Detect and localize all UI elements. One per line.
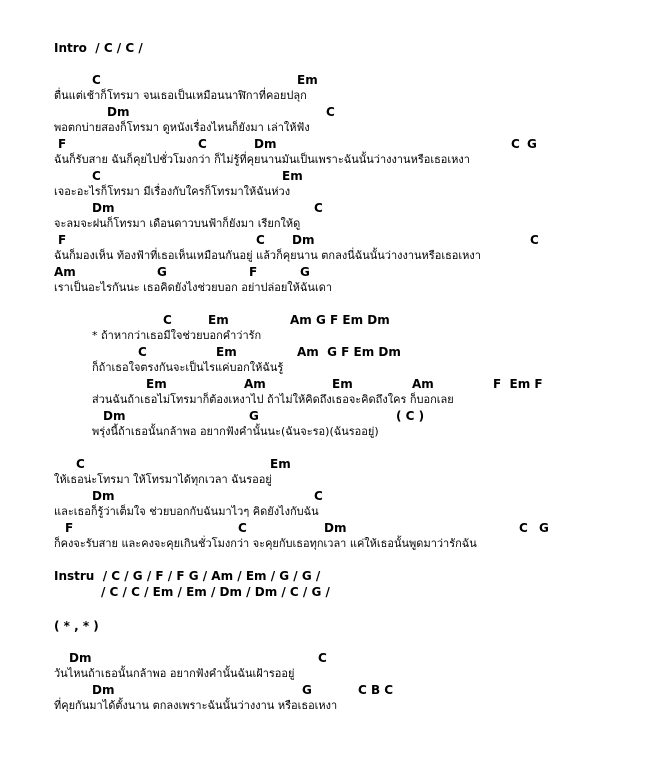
chord-symbol: C B C — [358, 683, 394, 697]
lyric-line: เจอะอะไรก็โทรมา มีเรื่องกับใครก็โทรมาให้ฉันห่วง — [54, 185, 291, 198]
chord-symbol: Em — [297, 73, 318, 87]
chord-symbol: F — [65, 521, 74, 535]
chord-symbol: Am G F Em Dm — [297, 345, 401, 359]
chord-symbol: Em — [208, 313, 229, 327]
chord-symbol: C — [138, 345, 147, 359]
chord-symbol: C — [76, 457, 85, 471]
lyric-line: พอตกบ่ายสองก็โทรมา ดูหนังเรื่องไหนก็ยังมา เล่าให้ฟัง — [54, 121, 310, 134]
chord-symbol: C — [314, 201, 323, 215]
lyric-line: จะลมจะฝนก็โทรมา เดือนดาวบนฟ้าก็ยังมา เรียกให้ดู — [54, 217, 301, 230]
chord-symbol: C — [318, 651, 327, 665]
chord-symbol: C — [314, 489, 323, 503]
lyric-line: ก็ถ้าเธอใจตรงกันจะเป็นไรแค่บอกให้ฉันรู้ — [92, 361, 284, 374]
chord-symbol: C — [519, 521, 528, 535]
chord-symbol: Dm — [254, 137, 277, 151]
chord-symbol: Am — [244, 377, 266, 391]
chord-symbol: Dm — [107, 105, 130, 119]
chord-symbol: C — [530, 233, 539, 247]
lyric-line: ฉันก็รับสาย ฉันก็คุยไปชั่วโมงกว่า ก็ไม่รู้ที่คุยนานมันเป็นเพราะฉันนั้นว่างงานหรือเธอเหงา — [54, 153, 470, 166]
section-heading: / C / C / Em / Em / Dm / Dm / C / G / — [101, 585, 330, 599]
chord-symbol: Dm — [292, 233, 315, 247]
lyric-line: ที่คุยกันมาได้ตั้งนาน ตกลงเพราะฉันนั้นว่างงาน หรือเธอเหงา — [54, 699, 338, 712]
chord-symbol: C — [256, 233, 265, 247]
chord-symbol: Dm — [69, 651, 92, 665]
lyric-line: วันไหนถ้าเธอนั้นกล้าพอ อยากฟังคำนั้นฉันเฝ้ารออยู่ — [54, 667, 295, 680]
chord-symbol: Em — [146, 377, 167, 391]
lyric-line: และเธอก็รู้ว่าเต็มใจ ช่วยบอกกับฉันมาไวๆ คิดยังไงกับฉัน — [54, 505, 319, 518]
chord-symbol: Am G F Em Dm — [290, 313, 390, 327]
chord-symbol: Dm — [92, 683, 115, 697]
chord-symbol: Am — [54, 265, 76, 279]
chord-symbol: Em — [332, 377, 353, 391]
chord-symbol: Am — [412, 377, 434, 391]
chord-symbol: Em — [282, 169, 303, 183]
chord-symbol: F — [249, 265, 258, 279]
chord-symbol: Em — [270, 457, 291, 471]
chord-symbol: F — [58, 137, 67, 151]
chord-symbol: G — [157, 265, 167, 279]
lyric-line: พรุ่งนี้ถ้าเธอนั้นกล้าพอ อยากฟังคำนั้นนะ(ฉันจะรอ)(ฉันรออยู่) — [92, 425, 379, 438]
chord-symbol: G — [539, 521, 549, 535]
lyric-line: * ถ้าหากว่าเธอมีใจช่วยบอกคำว่ารัก — [92, 329, 262, 342]
chord-symbol: G — [249, 409, 259, 423]
section-heading: ( * , * ) — [54, 619, 99, 633]
chord-symbol: Em — [216, 345, 237, 359]
chord-symbol: Dm — [324, 521, 347, 535]
lyric-line: ก็คงจะรับสาย และคงจะคุยเกินชั่วโมงกว่า จะคุยกับเธอทุกเวลา แค่ให้เธอนั้นพูดมาว่ารักฉัน — [54, 537, 477, 550]
chord-symbol: Dm — [92, 489, 115, 503]
chord-symbol: Dm — [92, 201, 115, 215]
lyric-line: ตื่นแต่เช้าก็โทรมา จนเธอเป็นเหมือนนาฬิกาที่คอยปลุก — [54, 89, 307, 102]
lyric-line: เราเป็นอะไรกันนะ เธอคิดยังไงช่วยบอก อย่าปล่อยให้ฉันเดา — [54, 281, 333, 294]
chord-symbol: G — [300, 265, 310, 279]
chord-symbol: G — [527, 137, 537, 151]
chord-symbol: F — [58, 233, 67, 247]
section-heading: Intro / C / C / — [54, 41, 143, 55]
lyric-line: ฉันก็มองเห็น ท้องฟ้าที่เธอเห็นเหมือนกันอยู่ แล้วก็คุยนาน ตกลงนี่ฉันนั้นว่างงานหรือเธอเหงา — [54, 249, 481, 262]
section-heading: Instru / C / G / F / F G / Am / Em / G / G / — [54, 569, 321, 583]
chord-symbol: Dm — [103, 409, 126, 423]
lyric-line: ให้เธอน่ะโทรมา ให้โทรมาได้ทุกเวลา ฉันรออยู่ — [54, 473, 272, 486]
chord-symbol: C — [511, 137, 520, 151]
chord-symbol: ( C ) — [396, 409, 425, 423]
chord-symbol: C — [238, 521, 247, 535]
chord-symbol: C — [326, 105, 335, 119]
chord-symbol: C — [92, 73, 101, 87]
lyric-line: ส่วนฉันถ้าเธอไม่โทรมาก็ต้องเหงาไป ถ้าไม่ให้คิดถึงเธอจะคิดถึงใคร ก็บอกเลย — [92, 393, 454, 406]
chord-symbol: C — [198, 137, 207, 151]
chord-symbol: C — [92, 169, 101, 183]
chord-symbol: F Em F — [493, 377, 543, 391]
chord-symbol: C — [163, 313, 172, 327]
chord-symbol: G — [302, 683, 312, 697]
